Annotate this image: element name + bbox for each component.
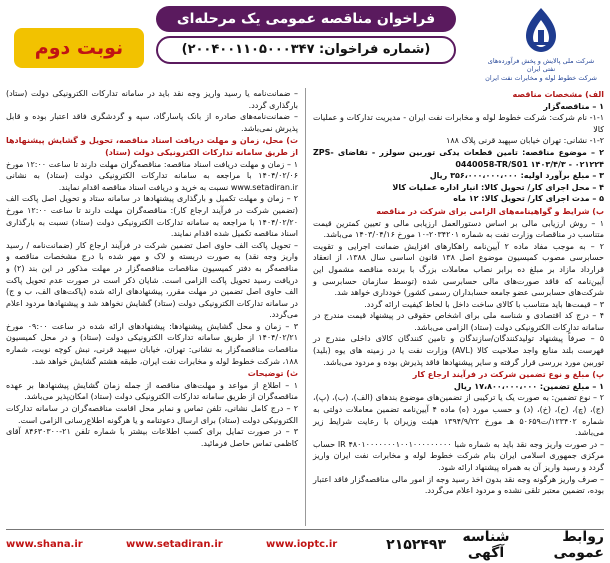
notice-body [6, 88, 604, 526]
right-section-heading: پ) مبلغ و نوع تضمین شرکت در فرآیند ارجاع کار [412, 370, 604, 380]
left-section-heading: ت) محل، زمان و مهلت دریافت اسناد مناقصه، تحویل و گشایش پیشنهادها از طریق سامانه تدارکات الکترونیکی دولت (ستاد) [6, 136, 298, 157]
publisher-label: روابط عمومی [553, 528, 604, 561]
left-column [6, 88, 305, 526]
left-paragraph: – تحویل پاکت الف حاوی اصل تضمین شرکت در فرآیند ارجاع کار (ضمانت‌نامه / رسید واریز وجه نقد) به صورت دربسته و لاک و مهر شده با درج مشخصات مناقصه و مناقصه‌گر به دفتر کمیسیون مناقصات مناقصه‌گزار در مهلت مذکور در این بند (۲) و دریافت رسید تحویل پاکت الزامی است. شایان ذکر است در صورت عدم تحویل پاکت الف حاوی اصل تضمین در مهلت مقرر، پیشنهادهای ارائه شده (پاکت‌های الف، ب و ج) در سامانه تدارکات الکترونیکی دولت (ستاد) گشایش نخواهد شد و پیشنهادها مردود اعلام می‌گردد. [6, 240, 299, 320]
right-section-heading: الف) مشخصات مناقصه [512, 90, 604, 99]
left-paragraph: ۲ – زمان و مهلت تکمیل و بارگذاری پیشنهادها در سامانه ستاد و تحویل اصل پاکت الف (تضمین شرکت در فرآیند ارجاع کار): مناقصه‌گران مهلت دارند تا ساعت ۱۲:۰۰ مورخ ۱۴۰۴/۰۲/۲۰ با مراجعه به سامانه تدارکات الکترونیکی دولت (ستاد) نسبت به بارگذاری اسناد مناقصه تکمیل شده اقدام نمایند. [6, 194, 298, 239]
right-paragraph: ۱-۱- نام شرکت: شرکت خطوط لوله و مخابرات نفت ایران - مدیریت تدارکات و عملیات کالا [313, 113, 604, 134]
company-logo [482, 4, 600, 88]
right-paragraph: ۴ – محل اجرای کار/ تحویل کالا: انبار اداره عملیات کالا [392, 182, 604, 192]
right-paragraph: ۳ – قیمت‌ها باید متناسب با کالای ساخت داخل با لحاظ کیفیت ارائه گردد. [364, 299, 604, 309]
right-paragraph: ۲ – نوع تضمین: به صورت یک یا ترکیبی از تضمین‌های موضوع بندهای (الف)، (ب)، (پ)، (ج)، (چ)، (ح)، (خ)، (د) و حسب مورد (ه) ماده ۴ آیین‌نامه تضمین معاملات دولتی به شماره ۱۲۳۴۰۲/ت۵۰۶۵۹ هـ مورخ ۱۳۹۴/۹/۲۲ هیئت وزیران با رعایت شرایط زیر می‌باشد. [313, 393, 604, 438]
ad-id-label: شناسه آگهی [462, 528, 510, 561]
left-paragraph: ۱ – اطلاع از مواعد و مهلت‌های مناقصه از جمله زمان گشایش پیشنهادها بر عهده مناقصه‌گران از طریق سامانه تدارکات الکترونیکی دولت (ستاد) امکان‌پذیر می‌باشد. [6, 380, 298, 402]
right-paragraph: – در صورت واریز وجه نقد باید به شماره شبا IR ۴۸۰۱۰۰۰۰۰۰۰۱۰۰۱۰۰۰۰۰۰۰۰۰ حساب مرکزی جمهوری اسلامی ایران بنام شرکت خطوط لوله و مخابرات نفت ایران واریز گردد و رسید واریز آن به همراه پیشنهاد ارائه شود. [313, 439, 604, 472]
left-paragraph: ۲ – درج کامل نشانی، تلفن تماس و نمابر محل اقامت مناقصه‌گران در سامانه تدارکات الکترونیکی دولت (ستاد) برای ارسال دعوتنامه و یا هرگونه اطلاع‌رسانی الزامی است. [6, 404, 298, 425]
right-column [305, 88, 604, 526]
right-paragraph: ۳ – مبلغ برآورد اولیه: ۳۵۶،۰۰۰،۰۰۰،۰۰۰ ریال [429, 171, 604, 181]
notice-footer [6, 529, 604, 559]
right-paragraph: – صرف واریز هرگونه وجه نقد بدون اخذ رسید وجه از امور مالی مناقصه‌گزار فاقد اعتبار بوده، تضمین معتبر تلقی نشده و مردود اعلام می‌گردد. [313, 474, 604, 496]
shana-website-link[interactable]: www.shana.ir [6, 539, 83, 550]
setadiran-website-link[interactable]: www.setadiran.ir [126, 539, 223, 550]
right-paragraph: ۲ – به موجب مفاد ماده ۲ آیین‌نامه راهکارهای افزایش ضمانت اجرایی و تقویت حسابرسی مصوب کمیسیون موضوع اصل ۱۳۸ قانون اساسی سال ۱۳۸۸، از انعقاد قرارداد مازاد بر مبلغ ده برابر نصاب معاملات بزرگ با برنده مناقصه مشمول این آیین‌نامه که فاقد صورت‌های مالی حسابرسی شده (توسط سازمان حسابرسی و شرکت‌های حسابرسی عضو جامعه حسابداران رسمی کشور) خودداری خواهد شد. [313, 241, 604, 298]
left-paragraph: – ضمانت‌نامه یا رسید واریز وجه نقد باید در سامانه تدارکات الکترونیکی دولت (ستاد) بارگذاری گردد. [6, 89, 298, 110]
right-paragraph: ۱-۲- نشانی: تهران خیابان سپهبد قرنی پلاک ۱۸۸ [446, 136, 604, 146]
right-paragraph: ۲ – موضوع مناقصه: تامین قطعات یدکی توربین سولزر - تقاضای ZPS-0440058-TR/S01 ۱۴۰۳/۴/۳ - ۰۲۱۲۲۴ [313, 147, 604, 169]
right-section-heading: ب) شرایط و گواهینامه‌های الزامی برای شرکت در مناقصه [376, 206, 604, 216]
oil-company-emblem-icon [512, 4, 570, 56]
right-paragraph: ۴ – درج کد اقتصادی و شناسه ملی برای اشخاص حقوقی در پیشنهاد قیمت مندرج در سامانه تدارکات الکترونیکی دولت (ستاد) الزامی می‌باشد. [313, 311, 604, 332]
left-paragraph: – ضمانت‌نامه‌های صادره از بانک پاسارگاد، سپه و گردشگری فاقد اعتبار بوده و قابل پذیرش نمی‌باشد. [6, 112, 298, 133]
notice-header [6, 4, 604, 90]
notice-title: فراخوان مناقصه عمومی یک مرحله‌ای [156, 6, 456, 32]
right-paragraph: ۱ – روش ارزیابی مالی بر اساس دستورالعمل ارزیابی مالی و تعیین کمترین قیمت متناسب در مناقصات وزارت نفت به شماره ۲۰۳۴۲۰۱-۱۰ مورخ ۱۴۰۳/۰۴/۱۶ می‌باشد. [313, 218, 604, 240]
right-paragraph: ۱ – مناقصه‌گزار [543, 101, 604, 111]
logo-line-1: شرکت ملی پالایش و پخش فرآورده‌های نفتی ایران [487, 57, 595, 73]
round-badge: نوبت دوم [14, 28, 144, 68]
call-number: (شماره فراخوان: ۲۰۰۴۰۰۱۱۰۵۰۰۰۳۴۷) [156, 36, 456, 64]
ioptc-website-link[interactable]: www.ioptc.ir [266, 539, 338, 550]
right-paragraph: ۱ – مبلغ تضمین: ۱۷،۸۰۰،۰۰۰،۰۰۰ ریال [453, 381, 604, 391]
ad-id: ۲۱۵۲۴۹۳ [386, 536, 446, 553]
left-paragraph: ۳ – زمان و محل گشایش پیشنهادها: پیشنهادهای ارائه شده در ساعت ۰۹:۰۰ مورخ ۱۴۰۴/۰۲/۲۱ از طریق سامانه تدارکات الکترونیکی دولت (ستاد) و در محل کمیسیون مناقصات مناقصه‌گزار به نشانی: تهران، خیابان سپهبد قرنی، نبش کوچه نوبت، شماره ۱۸۸، شرکت خطوط لوله و مخابرات نفت ایران، طبقه هشتم گشایش خواهد شد. [6, 321, 299, 366]
right-paragraph: ۵ – صرفاً پیشنهاد تولیدکنندگان/سازندگان و تامین کنندگان کالای داخلی مندرج در فهرست بلند منابع واجد صلاحیت کالا (AVL) وزارت نفت یا در زمینه های یوه (بلید) توربین مورد بررسی قرار گرفته و سایر پیشنهادها فاقد پذیرش بوده و مردود می‌باشد. [313, 334, 604, 367]
left-section-heading: ث) توضیحات [247, 369, 298, 379]
left-paragraph: ۱ – زمان و مهلت دریافت اسناد مناقصه: مناقصه‌گران مهلت دارند تا ساعت ۱۲:۰۰ مورخ ۱۴۰۴/۰۲/۰۶ با مراجعه به سامانه تدارکات الکترونیکی دولت (ستاد) به نشانی www.setadiran.ir نسبت به خرید و دریافت اسناد مناقصه اقدام نمایند. [6, 159, 298, 192]
right-paragraph: ۵ – مدت اجرای کار/ تحویل کالا: ۱۲ ماه [453, 194, 604, 204]
logo-line-2: شرکت خطوط لوله و مخابرات نفت ایران [485, 74, 597, 82]
left-paragraph: ۳ – در صورت تمایل برای کسب اطلاعات بیشتر با شماره تلفن ۲۱-۸۴۶۳۰۳۰۰ آقای کاظمی تماس حاصل فرمائید. [6, 427, 298, 448]
